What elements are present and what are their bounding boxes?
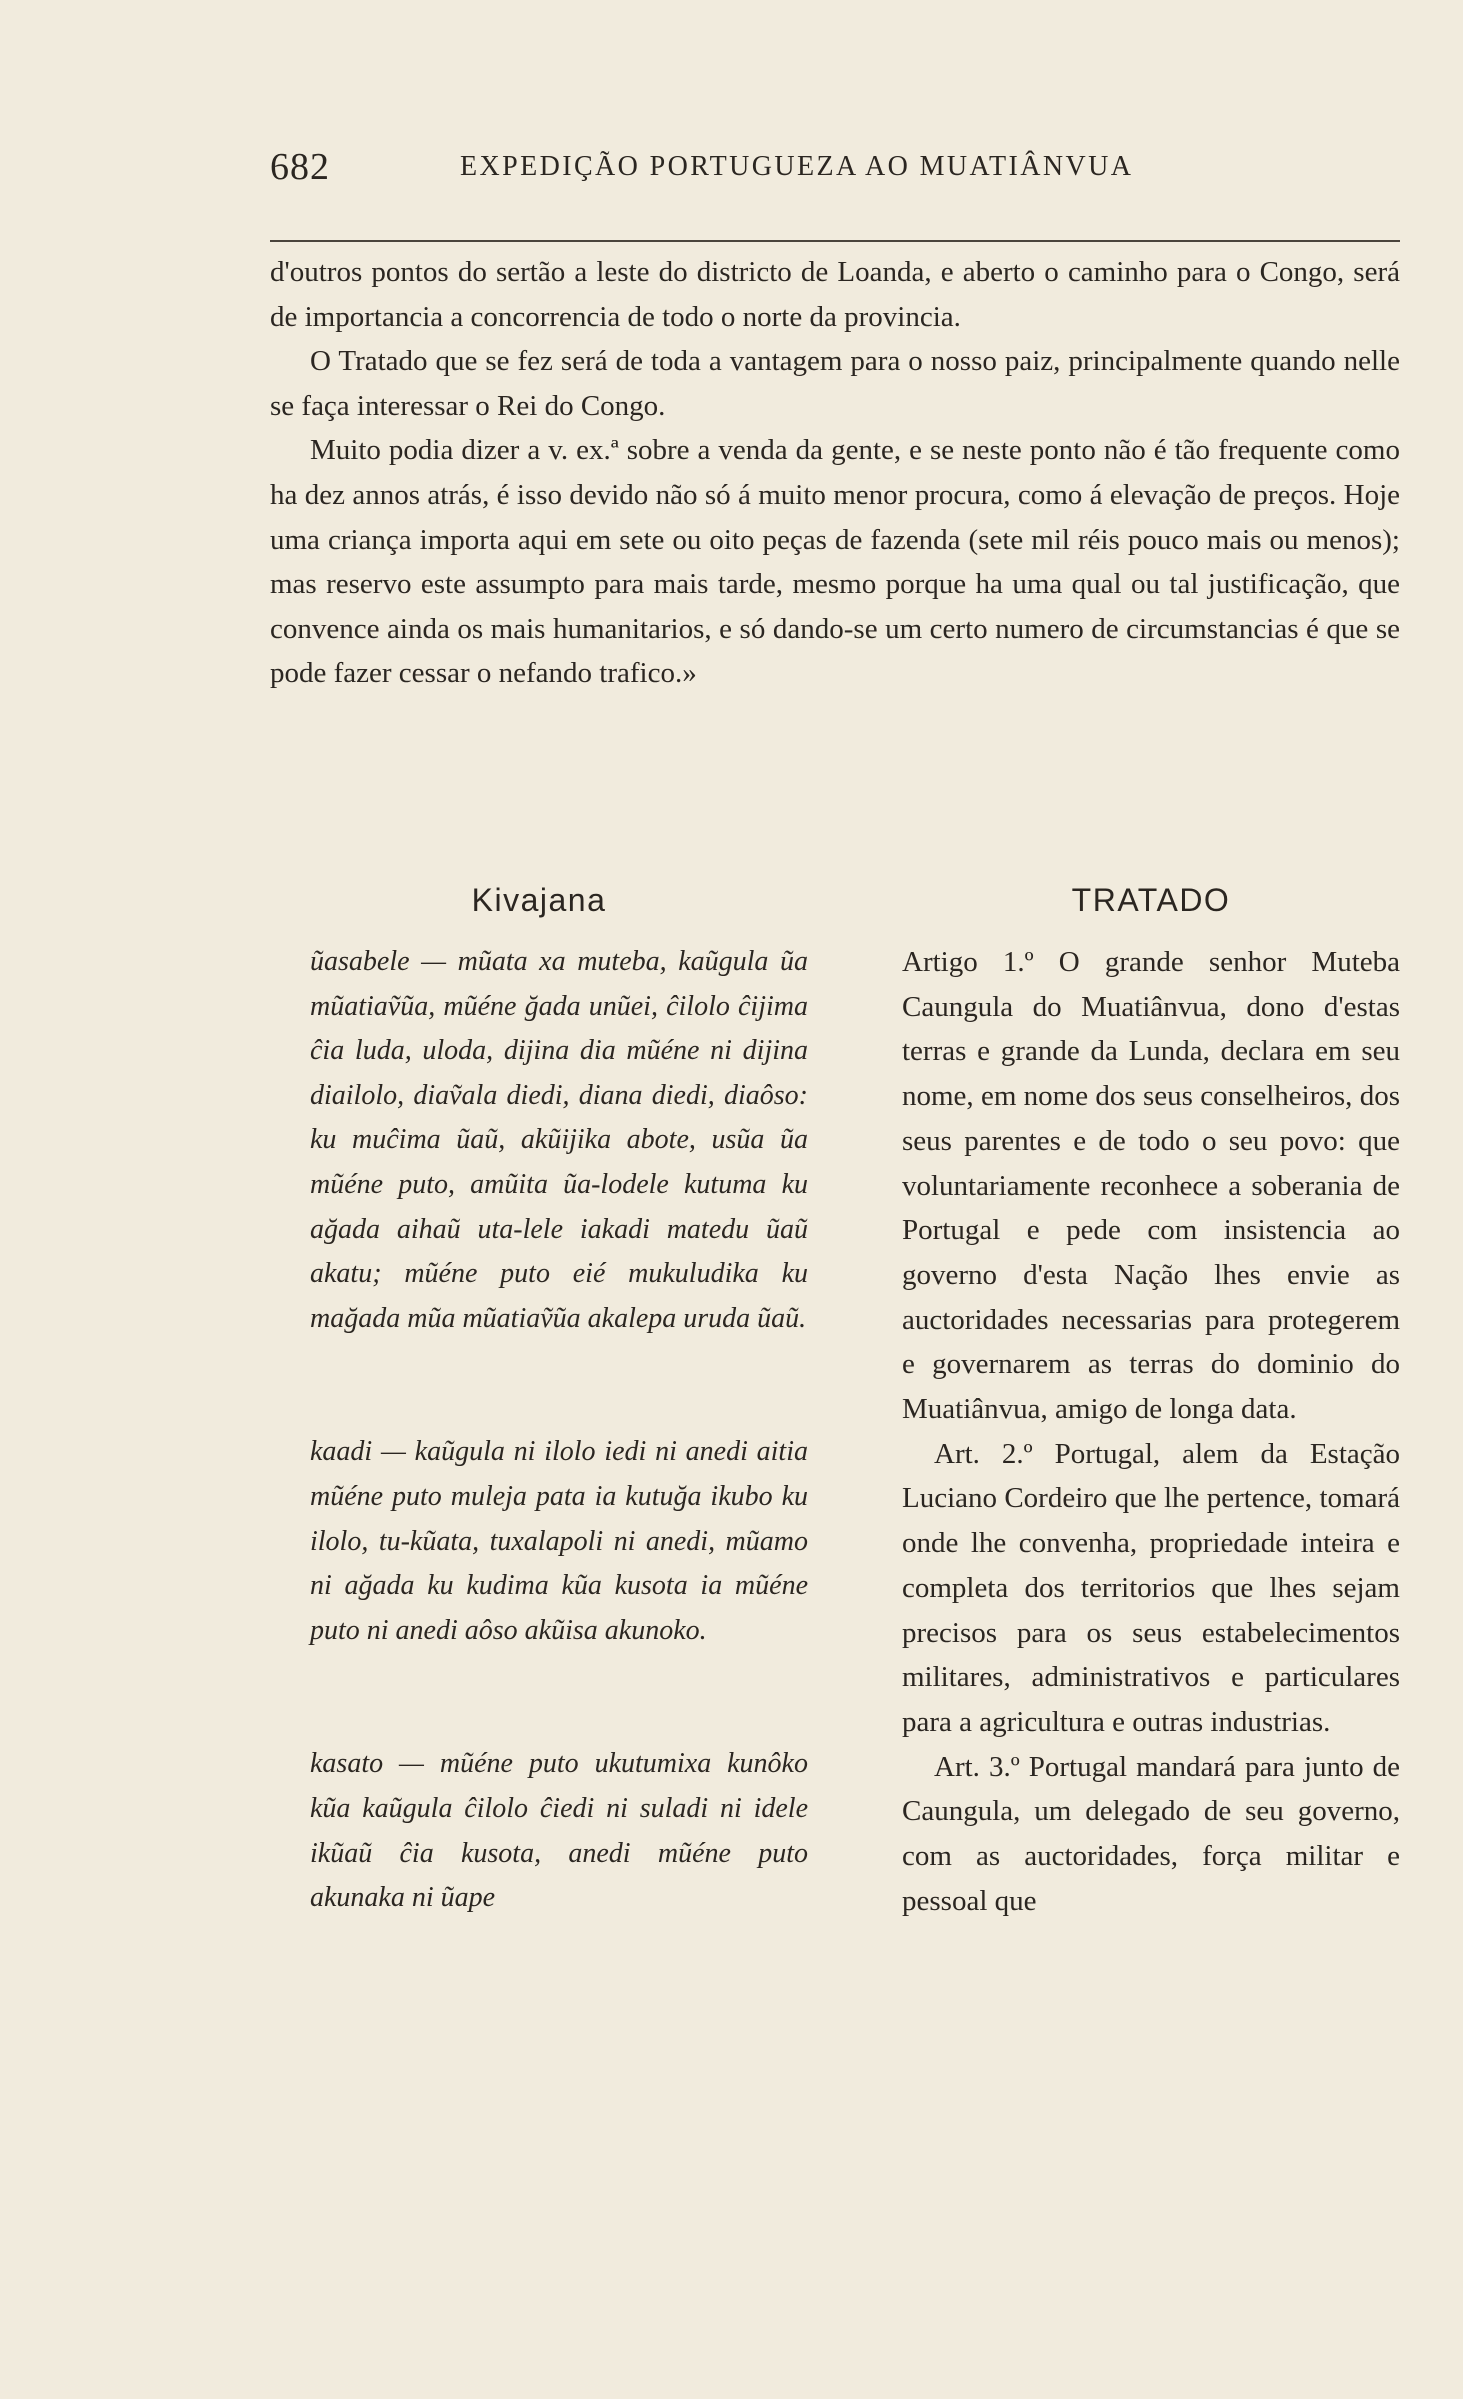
treaty-column <box>902 870 1400 1923</box>
treaty-article: Art. 3.º Portugal mandará para junto de Caungula, um delegado de seu governo, com as auctoridades, força militar e pessoal que <box>902 1750 1400 1917</box>
running-title: EXPEDIÇÃO PORTUGUEZA AO MUATIÂNVUA <box>460 151 1134 182</box>
page-number: 682 <box>270 146 330 188</box>
kimbundu-paragraph: kasato — mũéne puto ukutumixa kunôko kũa kaũgula ĉilolo ĉiedi ni suladi ni idele ikũaũ ĉia kusota, anedi mũéne puto akunaka ni ũape <box>310 1748 808 1914</box>
kimbundu-paragraph: ũasabele — mũata xa muteba, kaũgula ũa mũatiaṽũa, mũéne ğada unũei, ĉilolo ĉijima ĉia luda, uloda, dijina dia mũéne ni dijina diailolo, diaṽala diedi, diana diedi, diaôso: ku muĉima ũaũ, akũijika abote, usũa ũa mũéne puto, amũita ũa-lodele kutuma ku ağada aihaũ uta-lele iakadi matedu ũaũ akatu; mũéne puto eié mukuludika ku mağada mũa mũatiaṽũa akalepa uruda ũaũ. <box>310 946 808 1334</box>
treaty-heading: TRATADO <box>1071 882 1231 918</box>
treaty-article: Artigo 1.º O grande senhor Muteba Caungula do Muatiânvua, dono d'estas terras e grande da Lunda, declara em seu nome, em nome dos seus conselheiros, dos seus parentes e de todo o seu povo: que voluntariamente reconhece a soberania de Portugal e pede com insistencia ao governo d'esta Nação lhes envie as auctoridades necessarias para protegerem e governarem as terras do dominio do Muatiânvua, amigo de longa data. <box>902 946 1400 1426</box>
kimbundu-paragraph: kaadi — kaũgula ni ilolo iedi ni anedi aitia mũéne puto muleja pata ia kutuğa ikubo ku ilolo, tu-kũata, tuxalapoli ni anedi, mũamo ni ağada ku kudima kũa kusota ia mũéne puto ni anedi aôso akũisa akunoko. <box>310 1436 808 1646</box>
kimbundu-heading: Kivajana <box>471 882 607 918</box>
intro-paragraph: Muito podia dizer a v. ex.ª sobre a venda da gente, e se neste ponto não é tão frequente como ha dez annos atrás, é isso devido não só á muito menor procura, como á elevação de preços. Hoje uma criança importa aqui em sete ou oito peças de fazenda (sete mil réis pouco mais ou menos); mas reservo este assumpto para mais tarde, mesmo porque ha uma qual ou tal justificação, que convence ainda os mais humanitarios, e só dando-se um certo numero de circumstancias é que se pode fazer cessar o nefando trafico.» <box>270 434 1400 690</box>
header-rule <box>270 240 1400 242</box>
page-header <box>270 145 1400 205</box>
intro-text <box>270 250 1400 696</box>
intro-paragraph: O Tratado que se fez será de toda a vantagem para o nosso paiz, principalmente quando nelle se faça interessar o Rei do Congo. <box>270 345 1400 422</box>
intro-paragraph: d'outros pontos do sertão a leste do districto de Loanda, e aberto o caminho para o Congo, será de importancia a concorrencia de todo o norte da provincia. <box>270 256 1400 333</box>
treaty-article: Art. 2.º Portugal, alem da Estação Luciano Cordeiro que lhe pertence, tomará onde lhe convenha, propriedade inteira e completa dos territorios que lhes sejam precisos para os seus estabelecimentos militares, administrativos e particulares para a agricultura e outras industrias. <box>902 1437 1400 1738</box>
kimbundu-column <box>310 870 808 1921</box>
